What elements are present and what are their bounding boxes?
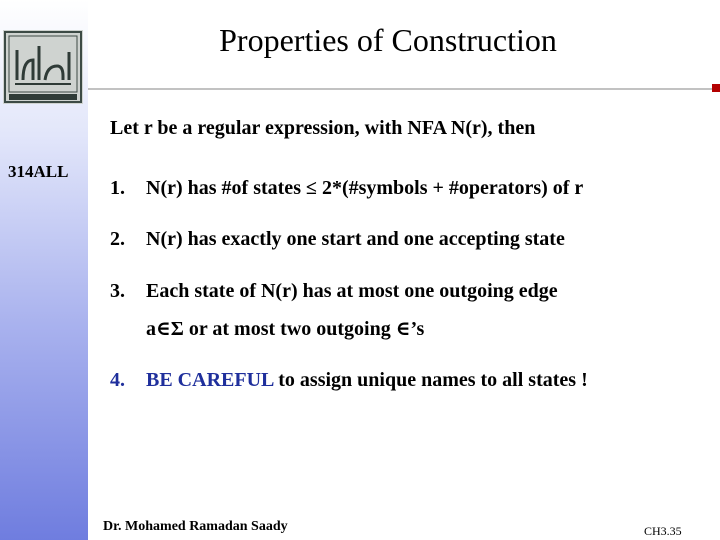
accent-square [712, 84, 720, 92]
university-logo [3, 30, 83, 104]
item-text: N(r) has #of states ≤ 2*(#symbols + #operators) of r [146, 177, 584, 199]
title-divider [88, 88, 712, 90]
item-number: 2. [110, 228, 125, 250]
footer-author: Dr. Mohamed Ramadan Saady [103, 519, 288, 534]
item-number: 3. [110, 280, 125, 302]
course-code: 314ALL [8, 162, 69, 181]
list-item [110, 177, 583, 200]
item-text: Each state of N(r) has at most one outgoing edge [146, 280, 558, 302]
item-number: 1. [110, 177, 125, 199]
careful-highlight: BE CAREFUL [146, 369, 274, 391]
list-item [110, 228, 565, 251]
list-item [110, 280, 558, 303]
item-text: N(r) has exactly one start and one accepting state [146, 228, 565, 250]
item-number: 4. [110, 369, 125, 391]
slide-title: Properties of Construction [219, 22, 557, 58]
intro-text: Let r be a regular expression, with NFA N(r), then [110, 117, 536, 139]
page-number: CH3.35 [644, 524, 682, 538]
list-item [110, 369, 588, 392]
item-continuation: a∈Σ or at most two outgoing ∈’s [146, 318, 425, 340]
item-text: to assign unique names to all states ! [273, 369, 588, 391]
